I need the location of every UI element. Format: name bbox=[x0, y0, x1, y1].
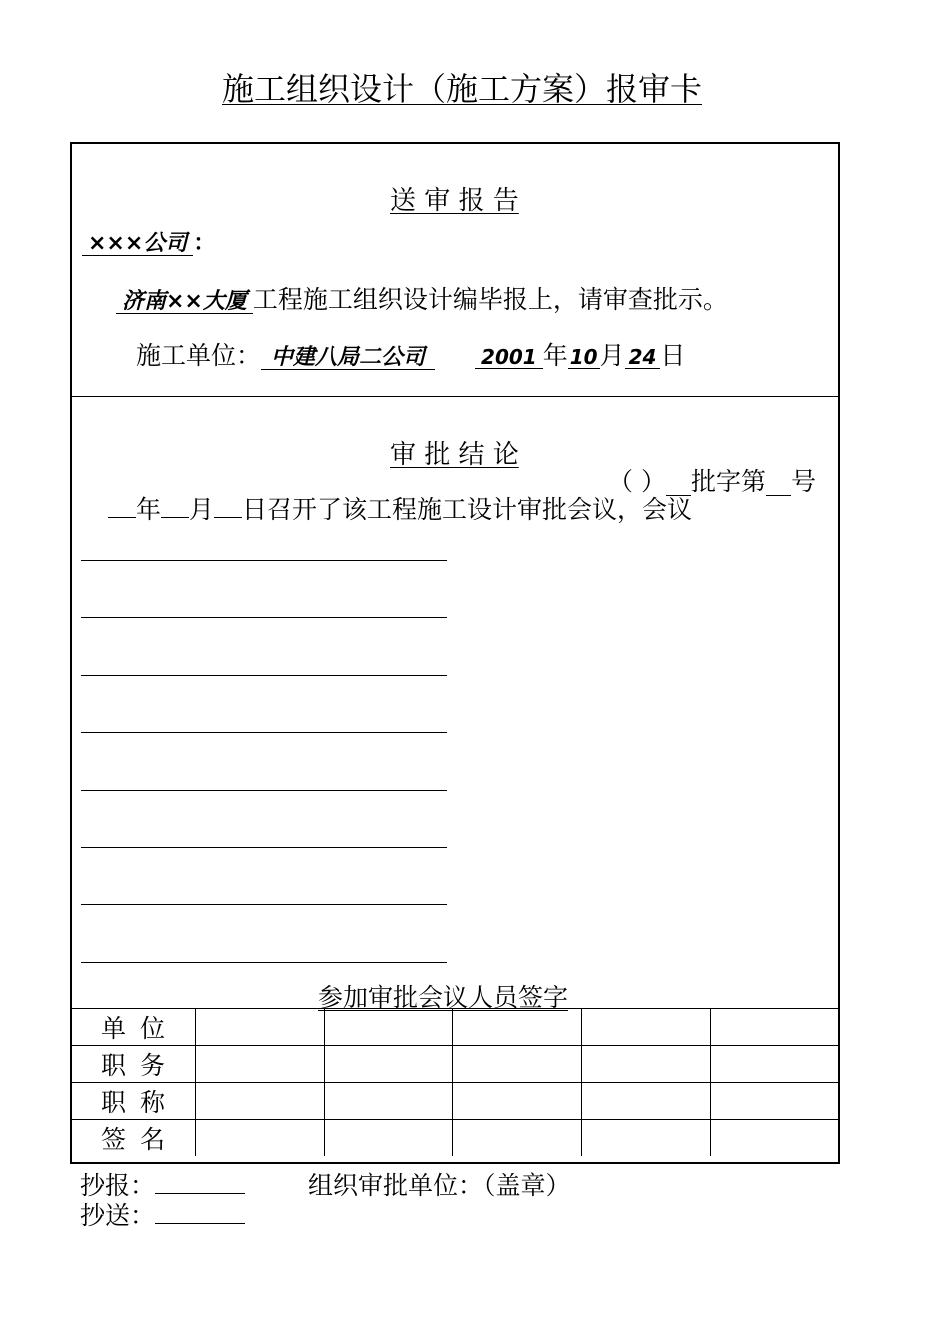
writing-line[interactable] bbox=[81, 790, 447, 791]
row-label-unit: 单位 bbox=[71, 1009, 196, 1046]
cc-report-label: 抄报： bbox=[80, 1171, 156, 1200]
row-label-title: 职称 bbox=[71, 1083, 196, 1120]
table-row bbox=[71, 1009, 839, 1046]
writing-line[interactable] bbox=[81, 732, 447, 733]
meeting-month-blank[interactable] bbox=[161, 495, 189, 518]
row-label-signature: 签名 bbox=[71, 1120, 196, 1157]
cc-send-label: 抄送： bbox=[80, 1201, 156, 1230]
signature-cell[interactable] bbox=[196, 1120, 325, 1157]
meeting-line bbox=[108, 490, 692, 526]
signature-cell[interactable] bbox=[324, 1120, 453, 1157]
contractor-value: 中建八局二公司 bbox=[261, 346, 435, 370]
table-row bbox=[71, 1046, 839, 1083]
cc-send-blank[interactable] bbox=[155, 1201, 245, 1224]
project-line bbox=[116, 280, 728, 316]
project-text: 工程施工组织设计编毕报上，请审查批示。 bbox=[252, 285, 728, 314]
cc-send-line bbox=[80, 1196, 245, 1232]
date-month-value: 10 bbox=[569, 345, 598, 369]
contractor-line bbox=[136, 336, 685, 372]
table-row bbox=[71, 1083, 839, 1120]
signature-cell[interactable] bbox=[453, 1009, 582, 1046]
contractor-label: 施工单位： bbox=[136, 341, 262, 370]
signature-table bbox=[71, 1008, 839, 1156]
signature-cell[interactable] bbox=[453, 1046, 582, 1083]
writing-line[interactable] bbox=[81, 560, 447, 561]
meeting-day-blank[interactable] bbox=[214, 495, 242, 518]
signature-cell[interactable] bbox=[196, 1083, 325, 1120]
org-approval-label: 组织审批单位：（盖章） bbox=[308, 1171, 571, 1200]
signature-cell[interactable] bbox=[710, 1120, 839, 1157]
signature-cell[interactable] bbox=[453, 1120, 582, 1157]
writing-line[interactable] bbox=[81, 904, 447, 905]
section-divider bbox=[71, 396, 839, 397]
signature-cell[interactable] bbox=[196, 1046, 325, 1083]
signature-cell[interactable] bbox=[710, 1083, 839, 1120]
writing-line[interactable] bbox=[81, 617, 447, 618]
addressee-value: ×××公司 bbox=[82, 232, 193, 256]
addressee-colon: ： bbox=[193, 230, 216, 256]
table-row bbox=[71, 1120, 839, 1157]
writing-line[interactable] bbox=[81, 675, 447, 676]
row-label-position: 职务 bbox=[71, 1046, 196, 1083]
date-year-value: 2001 bbox=[475, 347, 543, 369]
signature-cell[interactable] bbox=[453, 1083, 582, 1120]
signature-cell[interactable] bbox=[582, 1009, 711, 1046]
submission-heading: 送 审 报 告 bbox=[390, 186, 519, 216]
date-day-value: 24 bbox=[625, 347, 661, 369]
signature-cell[interactable] bbox=[710, 1046, 839, 1083]
signature-cell[interactable] bbox=[710, 1009, 839, 1046]
approval-doc-number: （ ）__批字第__号 bbox=[608, 467, 816, 496]
writing-line[interactable] bbox=[81, 962, 447, 963]
addressee-line bbox=[82, 226, 215, 257]
project-name-value: 济南××大厦 bbox=[116, 290, 253, 314]
date-month-unit: 月 bbox=[599, 341, 625, 370]
signature-cell[interactable] bbox=[324, 1009, 453, 1046]
signature-cell[interactable] bbox=[324, 1083, 453, 1120]
date-day-unit: 日 bbox=[660, 341, 686, 370]
meeting-year-blank[interactable] bbox=[108, 495, 136, 518]
signature-heading: 参加审批会议人员签字 bbox=[318, 983, 569, 1012]
date-year-unit: 年 bbox=[542, 341, 568, 370]
signature-cell[interactable] bbox=[582, 1120, 711, 1157]
signature-cell[interactable] bbox=[324, 1046, 453, 1083]
meeting-year-unit: 年 bbox=[136, 495, 162, 524]
signature-cell[interactable] bbox=[582, 1083, 711, 1120]
signature-cell[interactable] bbox=[582, 1046, 711, 1083]
cc-report-blank[interactable] bbox=[155, 1171, 245, 1194]
signature-cell[interactable] bbox=[196, 1009, 325, 1046]
meeting-month-unit: 月 bbox=[189, 495, 215, 524]
meeting-text: 日召开了该工程施工设计审批会议，会议 bbox=[242, 495, 693, 524]
approval-heading: 审 批 结 论 bbox=[390, 440, 519, 470]
writing-line[interactable] bbox=[81, 847, 447, 848]
page-title: 施工组织设计（施工方案）报审卡 bbox=[222, 70, 703, 108]
